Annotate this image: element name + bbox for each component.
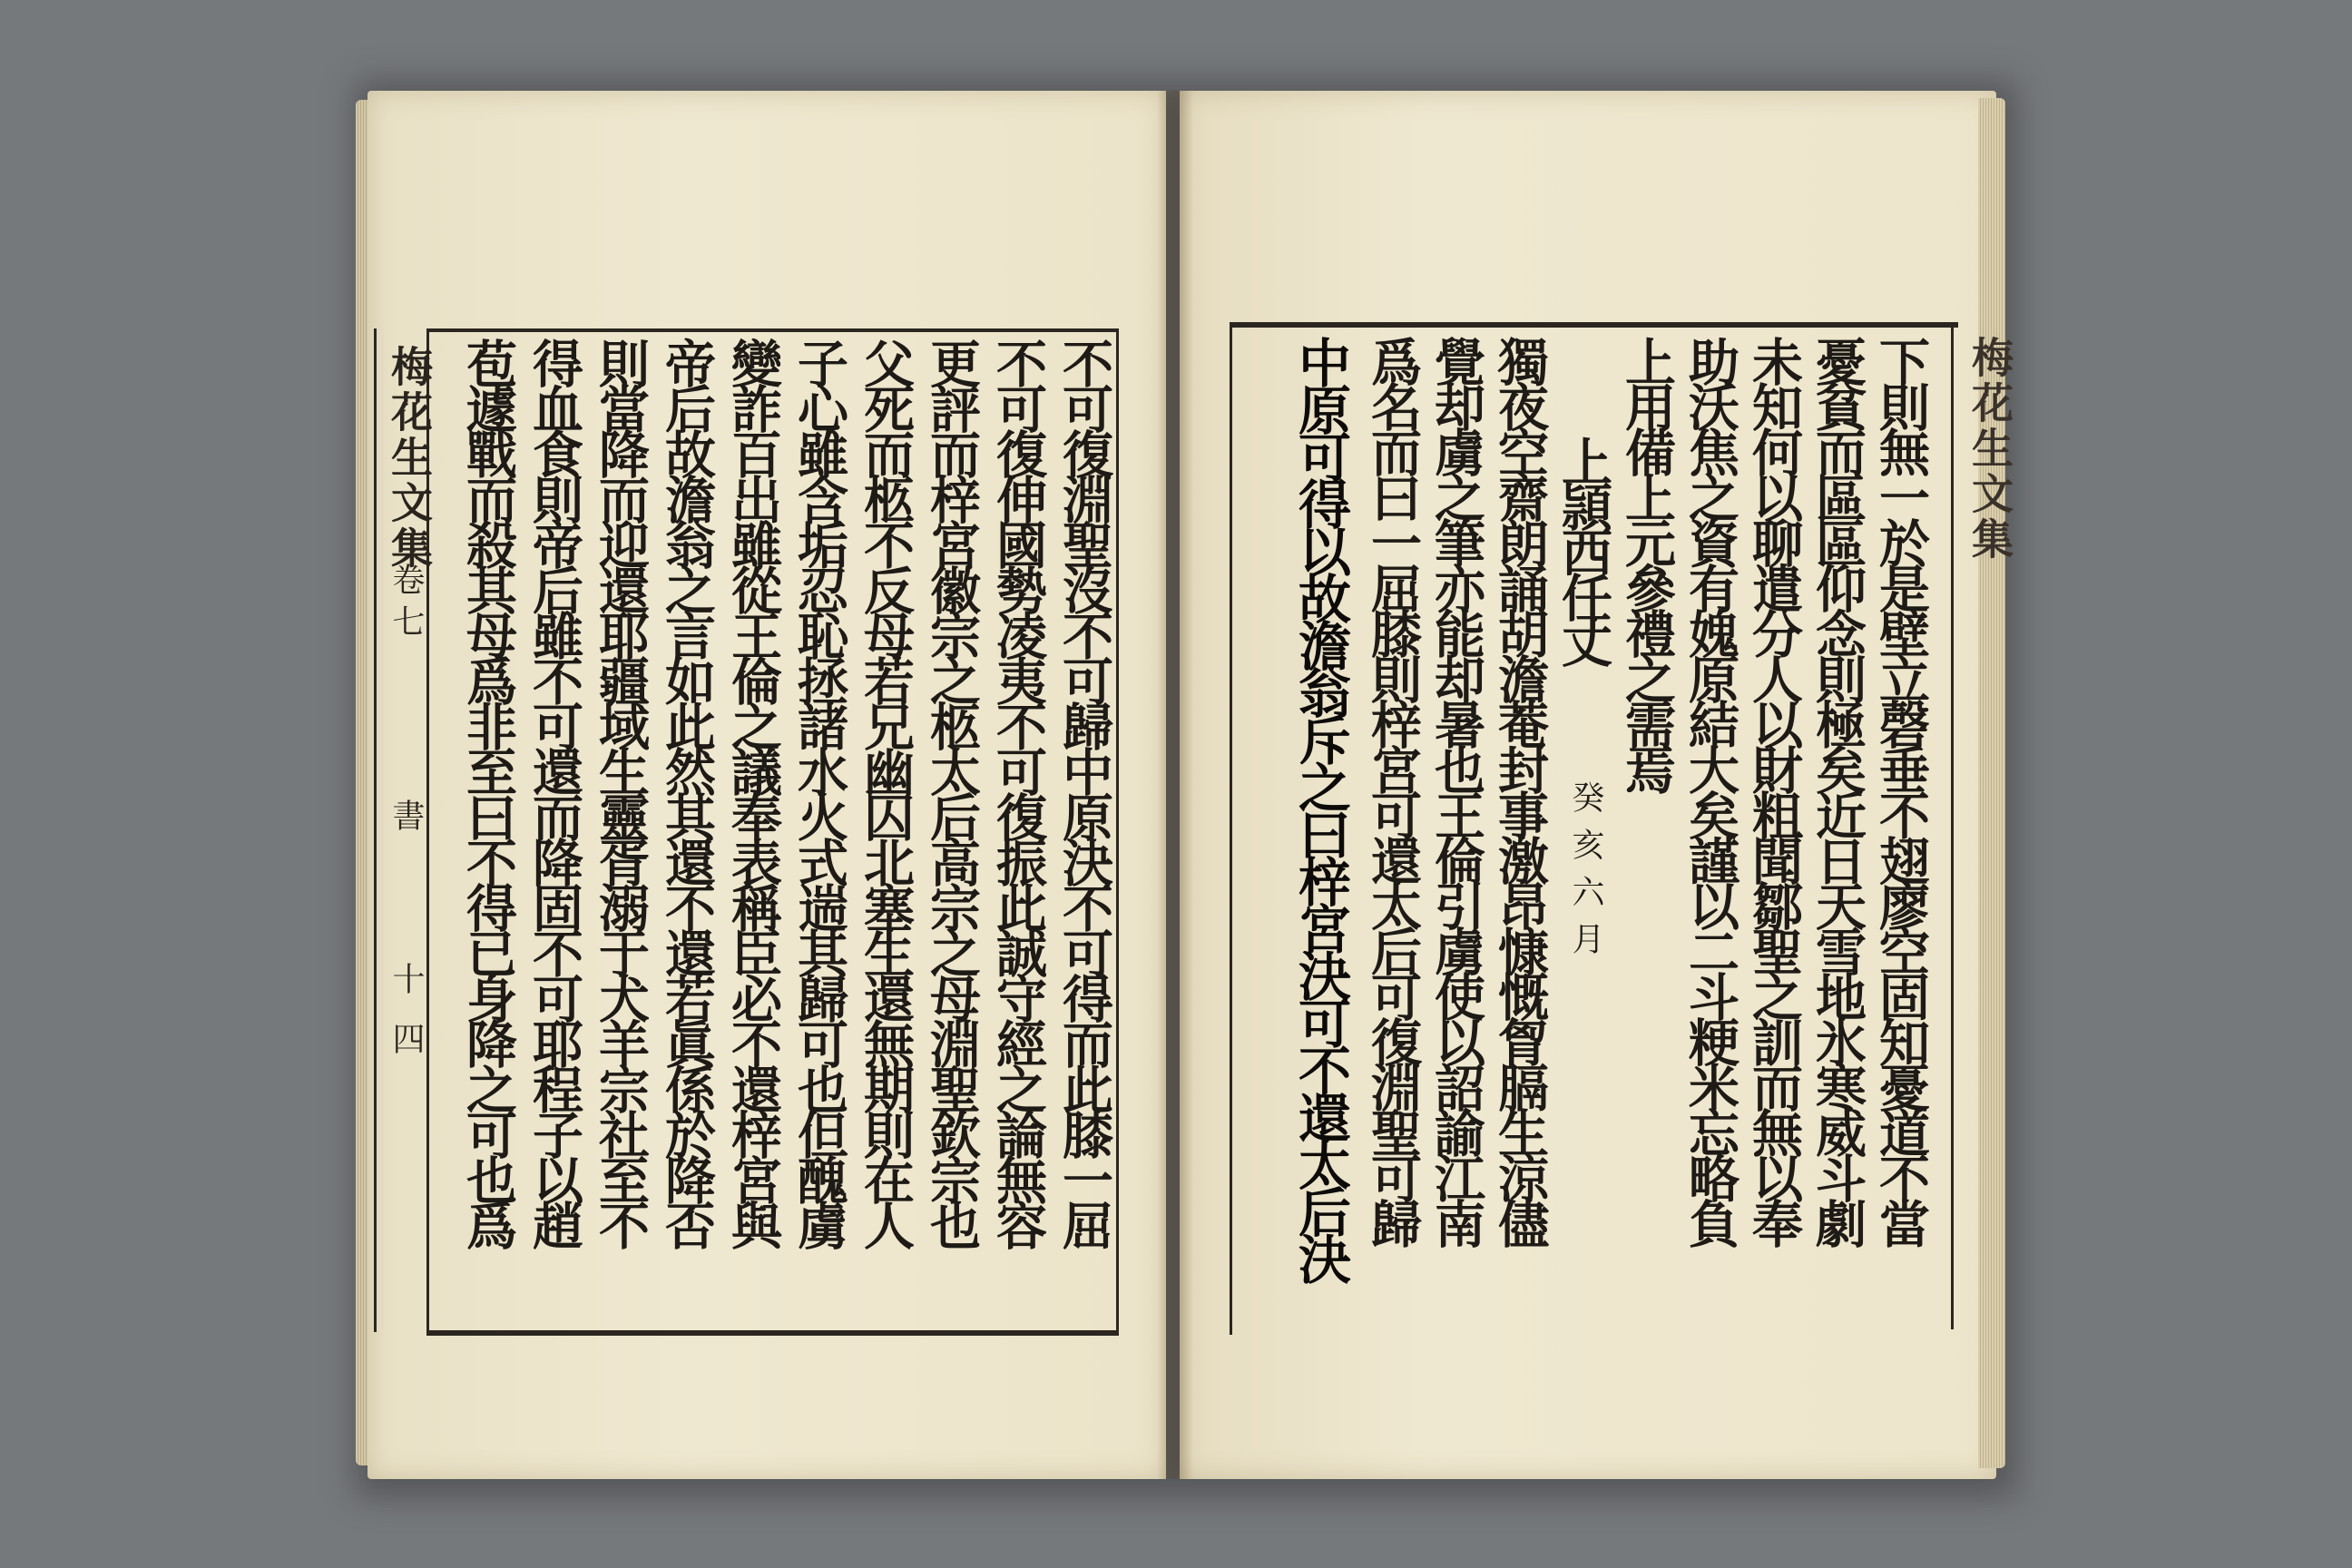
right-margin-title: 梅花生文集 xyxy=(1965,336,2014,563)
right-margin-rule xyxy=(1951,322,1954,1329)
left-text-column: 得血食則帝后雖不可還而降固不可耶程子以趙 xyxy=(524,338,584,1245)
left-text-column: 更評而梓宮徽宗之柩太后高宗之母淵聖欽宗也 xyxy=(922,338,982,1245)
left-margin-section: 書 xyxy=(387,799,425,840)
right-text-column: 下則無一於是壁立磬垂不翅廖空固知憂道不當 xyxy=(1871,336,1931,1243)
right-text-column: 未知何以聊遣分人以財粗聞鄒聖之訓而無以奉 xyxy=(1744,336,1804,1243)
right-text-column: 助沃焦之資有媿原結大矣謹以二斗粳米忘略負 xyxy=(1681,336,1740,1243)
right-text-column: 中原可得以故澹翁斥之曰梓宮決可不還太后決 xyxy=(1289,336,1351,1279)
left-text-column: 則當降而迎還耶疆域生靈胥溺于犬羊宗社至不 xyxy=(591,338,651,1245)
left-margin-title: 梅花生文集 xyxy=(385,345,434,572)
left-text-column: 子心雖含垢忍恥拯諸水火式遄其歸可也但醜虜 xyxy=(789,338,849,1245)
right-date-note: 癸亥六月 xyxy=(1567,780,1604,969)
left-margin-rule-outer xyxy=(374,328,377,1332)
left-text-column: 父死而柩不反母若兄幽囚北塞生還無期則在人 xyxy=(856,338,916,1245)
book-gutter xyxy=(1157,91,1193,1479)
right-text-column: 獨夜空齋朗誦胡澹菴封事激昂慷慨胷膈生涼儘 xyxy=(1490,336,1550,1243)
left-text-column: 不可復淵聖沒不可歸中原決不可得而此膝一屈 xyxy=(1054,338,1114,1245)
left-text-column: 帝后故澹翁之言如此然其還不還若眞係於降否 xyxy=(657,338,717,1245)
right-text-column: 上用備上元參禮之需焉 xyxy=(1617,336,1677,789)
right-text-column: 爲名而曰一屈膝則梓宮可還太后可復淵聖可歸 xyxy=(1363,336,1423,1243)
left-margin-page-number: 十四 xyxy=(387,962,425,1082)
left-margin-volume: 卷七 xyxy=(387,563,425,646)
right-text-column: 覺却虜之筆亦能却暑也王倫引虜使以詔諭江南 xyxy=(1426,336,1486,1243)
right-text-column: 上頴西任丈 xyxy=(1553,436,1613,662)
right-page-edges xyxy=(1978,98,2005,1468)
left-text-column: 不可復伸國勢凌夷不可復振此誠守經之論無容 xyxy=(988,338,1048,1245)
right-text-column: 憂貧而區區仰念則極矣近日天雪地氷寒威斗劇 xyxy=(1808,336,1867,1243)
left-text-column: 苞遽戰而殺其母爲非至曰不得已身降之可也爲 xyxy=(458,338,518,1245)
left-text-column: 變詐百出雖從王倫之議奉表稱臣必不還梓宮與 xyxy=(723,338,783,1245)
